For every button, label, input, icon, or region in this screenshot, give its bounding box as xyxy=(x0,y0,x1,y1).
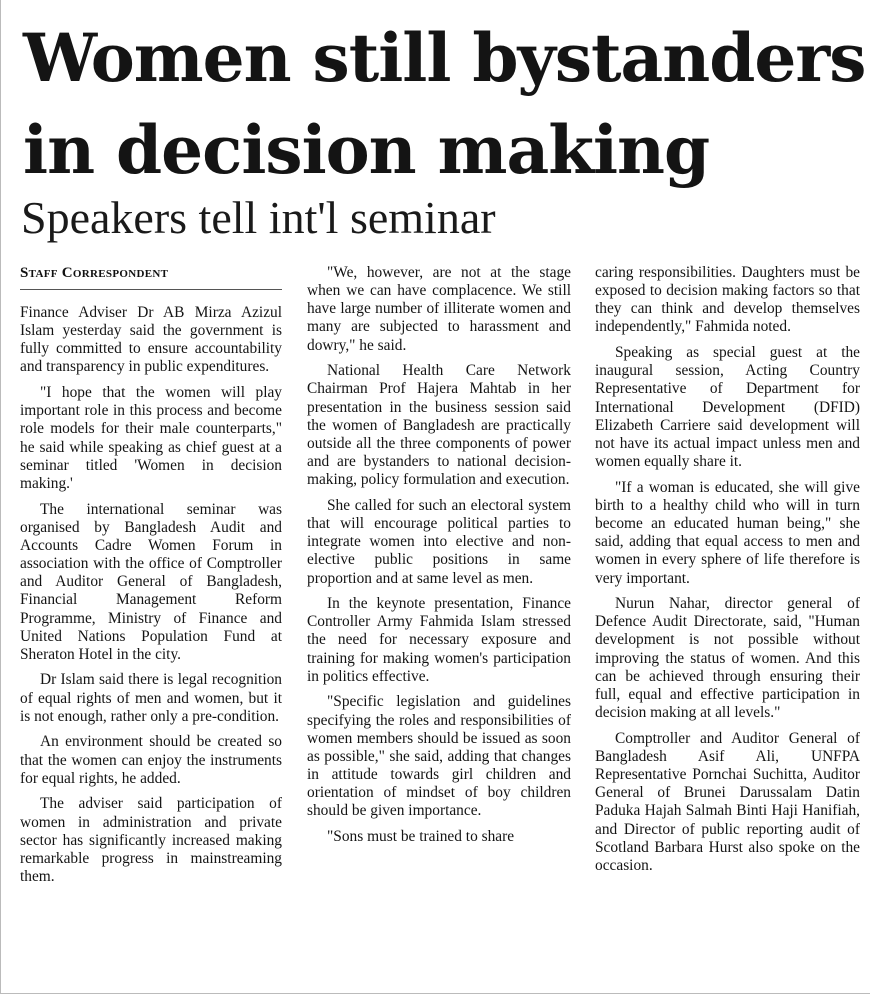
paragraph: Dr Islam said there is legal recognition of equal rights of men and women, but it is not enough, rather only a pre-condition. xyxy=(20,671,282,725)
paragraph: She called for such an electoral system that will encourage political parties to integrate women into elective and non-elective public positions in same proportion and at same level as men. xyxy=(307,496,571,587)
article-column-2 xyxy=(307,264,571,854)
paragraph: An environment should be created so that the women can enjoy the instruments for equal rights, he added. xyxy=(20,733,282,787)
paragraph: "I hope that the women will play important role in this process and become role models for their male counterparts," he said while speaking as chief guest at a seminar titled 'Women in decision making.' xyxy=(20,384,282,492)
subheadline: Speakers tell int'l seminar xyxy=(21,192,496,243)
paragraph: Comptroller and Auditor General of Bangladesh Asif Ali, UNFPA Representative Pornchai Suchitta, Auditor General of Brunei Darussalam Datin Paduka Hajah Salmah Binti Haji Hanifiah, and Director of public reporting audit of Scotland Barbara Hurst also spoke on the occasion. xyxy=(595,729,860,874)
paragraph: The adviser said participation of women in administration and private sector has significantly increased making remarkable progress in mainstreaming them. xyxy=(20,795,282,886)
paragraph: caring responsibilities. Daughters must be exposed to decision making factors so that they can think and develop themselves independently," Fahmida noted. xyxy=(595,264,860,336)
paragraph: "Sons must be trained to share xyxy=(327,828,515,846)
headline-line-2: in decision making xyxy=(23,111,710,189)
paragraph: The international seminar was organised by Bangladesh Audit and Accounts Cadre Women Forum in association with the office of Comptroller and Auditor General of Bangladesh, Financial Management Reform Programme, Ministry of Finance and United Nations Population Fund at Sheraton Hotel in the city. xyxy=(20,500,282,663)
paragraph: Speaking as special guest at the inaugural session, Acting Country Representative of Department for International Development (DFID) Elizabeth Carriere said development will not have its actual impact unless men and women equally share it. xyxy=(595,344,860,471)
paragraph: "Specific legislation and guidelines specifying the roles and responsibilities of women members should be issued as soon as possible," she said, adding that changes in attitude towards girl children and orientation of mindset of boy children should be given importance. xyxy=(307,693,571,820)
article-column-1 xyxy=(20,264,282,894)
paragraph: In the keynote presentation, Finance Controller Army Fahmida Islam stressed the need for necessary exposure and training for making women's participation in politics effective. xyxy=(307,595,571,685)
headline-line-1: Women still bystanders xyxy=(23,19,866,97)
byline: Staff Correspondent xyxy=(20,264,282,290)
headline xyxy=(23,12,866,196)
paragraph: "If a woman is educated, she will give birth to a healthy child who will in turn become an educated human being," she said, adding that equal access to men and women in every sphere of life therefore is very important. xyxy=(595,478,860,587)
paragraph: National Health Care Network Chairman Prof Hajera Mahtab in her presentation in the business session said the women of Bangladesh are practically outside all the three components of power and are bystanders to national decision-making, policy formulation and execution. xyxy=(307,362,571,489)
paragraph: Nurun Nahar, director general of Defence Audit Directorate, said, "Human development is not possible without improving the status of women. And this can be achieved through ensuring their full, equal and effective participation in decision making at all levels." xyxy=(595,595,860,722)
article-column-3 xyxy=(595,264,860,883)
paragraph: "We, however, are not at the stage when we can have complacence. We still have large number of illiterate women and many are subjected to harassment and dowry," he said. xyxy=(307,264,571,354)
paragraph: Finance Adviser Dr AB Mirza Azizul Islam yesterday said the government is fully committed to ensure accountability and transparency in public expenditures. xyxy=(20,304,282,376)
